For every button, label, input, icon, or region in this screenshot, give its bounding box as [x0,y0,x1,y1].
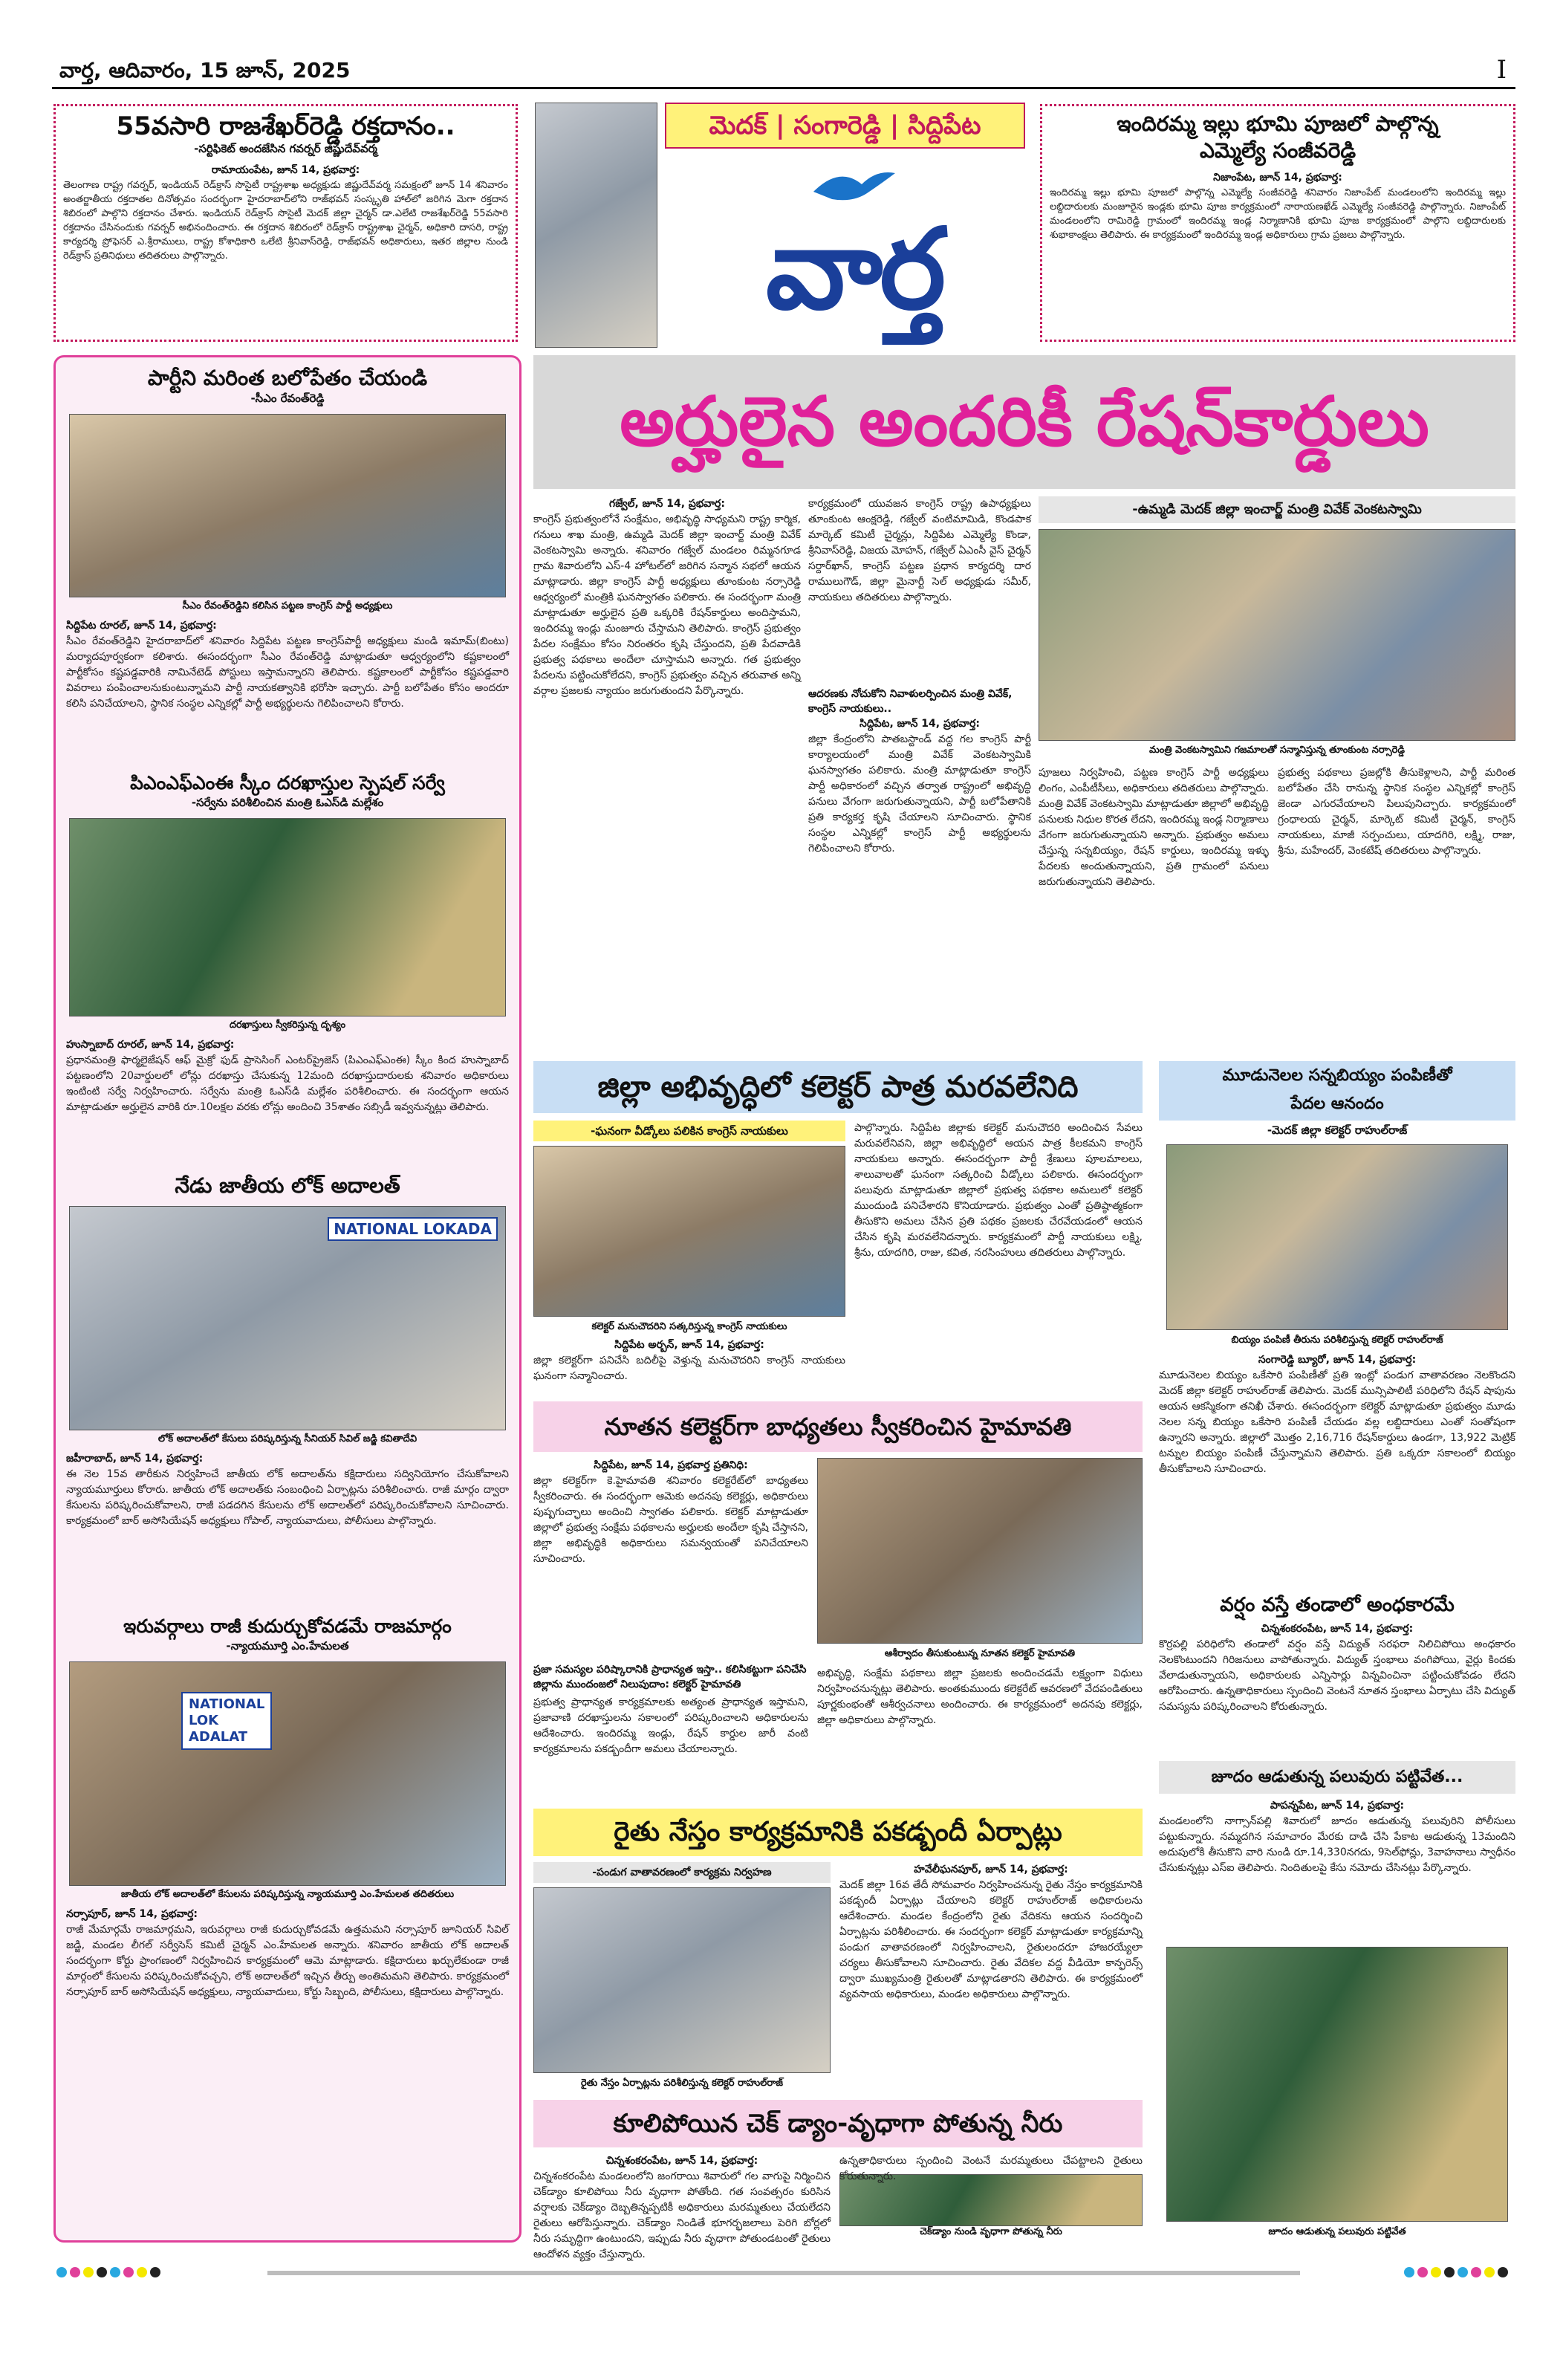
district-names: మెదక్ | సంగారెడ్డి | సిద్దిపేట [709,111,981,140]
s4-photo [69,1661,506,1886]
new-collector-caption: ఆశీర్వాదం తీసుకుంటున్న నూతన కలెక్టర్ హైమావతి [884,1648,1076,1659]
body: ఇందిరమ్మ ఇల్లు భూమి పూజలో పాల్గొన్న ఎమ్మెల్యే సంజీవరెడ్డి శనివారం నిజాంపేట్ మండలంలోని ఇందిరమ్మ ఇల్లు లబ్దిదారులకు మంజూరైన ఇండ్లకు భూమి పూజ కార్యక్రమంలో నారాయణఖేడ్ ఎమ్మెల్యే సంజీవరెడ్డి పాల్గొన్నారు. నిజాంపేట్ మండలంలోని రామిరెడ్డి గ్రామంలో ఇందిరమ్మ ఇండ్ల నిర్మాణానికి భూమి పూజ కార్యక్రమంలో పాల్గొని లబ్దిదారులకు శుభాకాంక్షలు తెలిపారు. ఈ కార్యక్రమంలో ఇందిరమ్మ ఇండ్ల అధికారులు గ్రామ ప్రజలు పాల్గొన్నారు. [1050,187,1506,241]
lead-deck-band [1039,496,1515,523]
left-panel [53,355,521,2243]
gambling-headline: జూదం ఆడుతున్న పలువురు పట్టివేత... [1211,1768,1463,1786]
dateline: రామాయంపేట, జూన్ 14, ప్రభవార్త: [211,164,360,176]
collector-role-caption: కలెక్టర్ మనుచౌదరిని సత్కరిస్తున్న కాంగ్రెస్ నాయకులు [591,1321,787,1332]
rice-headline-2: పేదల ఆనందం [1290,1095,1384,1113]
s4-body: రాజీ మేమార్గమే రాజమార్గమని, ఇరువర్గాలు రాజీ కుదుర్చుకోవడమే ఉత్తమమని నర్సాపూర్ జూనియర్ సివిల్ జడ్జి, మండల లీగల్ సర్వీసెస్ కమిటీ చైర్మన్ ఎం.హేమలత అన్నారు. శనివారం జాతీయ లోక్ అదాలత్ సందర్భంగా కోర్టు ప్రాంగణంలో నిర్వహించిన కార్యక్రమంలో ఆమె మాట్లాడారు. కక్షిదారులు ఖర్చులేకుండా రాజీ మార్గంలో కేసులను పరిష్కరించుకోవచ్చని, లోక్ అదాలత్‌లో ఇచ్చిన తీర్పు అంతిమమని తెలిపారు. కార్యక్రమంలో నర్సాపూర్ బార్ అసోసియేషన్ అధ్యక్షులు, న్యాయవాదులు, కోర్టు సిబ్బంది, పోలీసులు, కక్షిదారులు పాల్గొన్నారు. [66,1924,509,1998]
district-strip [665,103,1025,149]
s2-byline: -సర్వేను పరిశీలించిన మంత్రి ఓఎస్‌డి మల్లేశం [191,796,384,809]
checkdam-headline: కూలిపోయిన చెక్ డ్యాం-వృధాగా పోతున్న నీరు [613,2109,1063,2139]
s1-byline: -సీఎం రేవంత్‌రెడ్డి [250,392,325,405]
checkdam-body-2: ఉన్నతాధికారులు స్పందించి వెంటనే మరమ్మతులు చేపట్టాలని రైతులు కోరుతున్నారు. [839,2155,1143,2182]
collector-role-dateline: సిద్దిపేట అర్బన్, జూన్ 14, ప్రభవార్త: [614,1339,764,1351]
s2-photo [69,818,506,1016]
collector-role-band [533,1061,1143,1113]
gambling-photo [1166,1947,1508,2222]
registration-dots-right [1404,2266,1511,2280]
gambling-band [1159,1761,1515,1794]
gambling-dateline: పాపన్నపేట, జూన్ 14, ప్రభవార్త: [1270,1800,1405,1812]
lead-headline: అర్హులైన అందరికీ రేషన్‌కార్డులు [620,382,1429,461]
masthead-center [535,103,1025,348]
s1-dateline: సిద్దిపేట రూరల్, జూన్ 14, ప్రభవార్త: [66,620,217,632]
headline: 55వసారి రాజశేఖర్‌రెడ్డి రక్తదానం.. [116,111,455,141]
checkdam-dateline: చిన్నశంకరంపేట, జూన్ 14, ప్రభవార్త: [605,2155,758,2167]
lead-body-5: ప్రభుత్వ పథకాలు ప్రజల్లోకి తీసుకెళ్లాలని, పార్టీ మరింత బలోపేతం చేసి రానున్న స్థానిక సంస్థల ఎన్నికల్లో కాంగ్రెస్ జెండా ఎగురవేయాలని పిలుపునిచ్చారు. కార్యక్రమంలో గ్రంధాలయ చైర్మన్, మార్కెట్ కమిటీ చైర్మన్, కాంగ్రెస్ నాయకులు, మాజీ సర్పంచులు, యాదగిరి, లక్ష్మి, రాజు, శ్రీను, మహేందర్, వెంకటేష్ తదితరులు పాల్గొన్నారు. [1278,767,1515,857]
rice-text-2 [1159,1621,1515,1755]
s1-headline: పార్టీని మరింత బలోపేతం చేయండి [147,366,428,390]
headline-line2: ఎమ్మెల్యే సంజీవరెడ్డి [1199,138,1356,163]
s1-caption: సీఎం రేవంత్‌రెడ్డిని కలిసిన పట్టణ కాంగ్రెస్ పార్టీ అధ్యక్షులు [182,600,393,612]
rice-body-2: కొర్రపల్లి పరిధిలోని తండాలో వర్షం వస్తే విద్యుత్ సరఫరా నిలిచిపోయి అంధకారం నెలకొంటుందని గిరిజనులు వాపోతున్నారు. విద్యుత్ స్తంభాలు వంగిపోయి, వైర్లు కిందకు వేలాడుతున్నాయని, అధికారులకు ఎన్నిసార్లు విన్నవించినా పట్టించుకోవడం లేదని ఆరోపించారు. ఉన్నతాధికారులు స్పందించి వెంటనే నూతన స్తంభాలు ఏర్పాటు చేసి విద్యుత్ సమస్యను పరిష్కరించాలని కోరుతున్నారు. [1159,1638,1515,1713]
lead-photo-caption: మంత్రి వెంకటస్వామిని గజమాలతో సన్మానిస్తున్న తూంకుంట నర్సారెడ్డి [1149,745,1405,756]
s3-body: ఈ నెల 15వ తారీకున నిర్వహించే జాతీయ లోక్ అదాలత్‌ను కక్షిదారులు సద్వినియోగం చేసుకోవాలని న్యాయమూర్తులు కోరారు. జాతీయ లోక్ అదాలత్‌కు సంబంధించి ఏర్పాట్లను పరిశీలించారు. రాజీ మార్గం ద్వారా కేసులను పరిష్కరించుకోవాలని, రాజీ పడదగిన కేసులను లోక్ అదాలత్‌లో పరిష్కరించుకోవాలని సూచించారు. కార్యక్రమంలో బార్ అసోసియేషన్ అధ్యక్షులు గోపాల్, న్యాయవాదులు, పోలీసులు పాల్గొన్నారు. [66,1468,509,1527]
rice-body: మూడునెలల బియ్యం ఒకేసారి పంపిణీతో ప్రతి ఇంట్లో పండుగ వాతావరణం నెలకొందని మెదక్ జిల్లా కలెక్టర్ రాహుల్‌రాజ్ తెలిపారు. మెదక్ మున్సిపాలిటీ పరిధిలోని రేషన్ షాపును ఆయన ఆకస్మికంగా తనిఖీ చేశారు. ఈసందర్భంగా కలెక్టర్ మాట్లాడుతూ ప్రభుత్వం మూడు నెలల సన్న బియ్యం ఒకేసారి పంపిణీ చేయడం వల్ల లబ్దిదారులు ఎంతో సంతోషంగా ఉన్నారని అన్నారు. జిల్లాలో మొత్తం 2,16,716 రేషన్‌కార్డులు ఉండగా, 13,922 మెట్రిక్ టన్నుల బియ్యం పంపిణీ చేస్తున్నామని తెలిపారు. ప్రతి ఒక్కరూ సకాలంలో బియ్యం తీసుకోవాలని సూచించారు. [1159,1369,1515,1475]
rice-band [1159,1061,1515,1121]
collector-role-deck: -ఘనంగా వీడ్కోలు పలికిన కాంగ్రెస్ నాయకులు [591,1124,788,1138]
page-number: I [1496,55,1507,85]
lead-dateline: గజ్వేల్, జూన్ 14, ప్రభవార్త: [609,498,725,510]
footer-rule [267,2271,1300,2275]
collector-role-body-1: జిల్లా కలెక్టర్‌గా పనిచేసి బదిలీపై వెళ్తున్న మనుచౌదరిని కాంగ్రెస్ నాయకులు ఘనంగా సన్మానించారు. [533,1355,845,1382]
s4-photo-sign: NATIONAL LOK ADALAT [181,1692,272,1750]
collector-role-photo [533,1146,845,1317]
rice-dateline-2: చిన్నశంకరంపేట, జూన్ 14, ప్రభవార్త: [1261,1623,1414,1635]
new-collector-body-2: ప్రభుత్వ ప్రాధాన్యత కార్యక్రమాలకు అత్యంత ప్రాధాన్యత ఇస్తామని, ప్రజావాణి దరఖాస్తులను సకాలంలో పరిష్కరించాలని అధికారులను ఆదేశించారు. ఇందిరమ్మ ఇండ్లు, రేషన్ కార్డుల జారీ వంటి కార్యక్రమాలను పకడ్బందీగా అమలు చేయాలన్నారు. [533,1696,808,1755]
checkdam-band [533,2100,1143,2147]
dateline: నిజాంపేట, జూన్ 14, ప్రభవార్త: [1213,172,1342,184]
footer-bar [52,2259,1515,2286]
masthead-bar [52,52,1515,89]
s3-headline: నేడు జాతీయ లోక్ అదాలత్ [175,1173,400,1198]
s3-dateline: జహీరాబాద్, జూన్ 14, ప్రభవార్త: [66,1453,204,1465]
collector-role-headline: జిల్లా అభివృద్ధిలో కలెక్టర్ పాత్ర మరవలేనిది [597,1070,1079,1104]
gambling-text [1159,1798,1515,1939]
rythu-band [533,1809,1143,1856]
lead-body-4: పూజలు నిర్వహించి, పట్టణ కాంగ్రెస్ పార్టీ అధ్యక్షులు లింగం, ఎంపీటీసీలు, అధికారులు తదితరులు పాల్గొన్నారు. మంత్రి వివేక్ వెంకటస్వామి మాట్లాడుతూ జిల్లాలో అభివృద్ధి పనులకు నిధుల కొరత లేదని, ఇందిరమ్మ ఇండ్ల నిర్మాణాలు వేగంగా జరుగుతున్నాయని అన్నారు. ప్రభుత్వం అమలు చేస్తున్న సన్నబియ్యం, రేషన్ కార్డులు, ఇందిరమ్మ ఇళ్ళు పేదలకు అందుతున్నాయని, ప్రతి గ్రామంలో పనులు జరుగుతున్నాయని తెలిపారు. [1039,767,1269,888]
checkdam-col1 [533,2153,831,2260]
new-collector-headline: నూతన కలెక్టర్‌గా బాధ్యతలు స్వీకరించిన హైమావతి [604,1413,1072,1441]
rythu-deck-band [533,1862,831,1883]
lead-deck: -ఉమ్మడి మెదక్ జిల్లా ఇంచార్జ్ మంత్రి వివేక్ వెంకటస్వామి [1132,502,1422,517]
gambling-body: మండలంలోని నాగ్సాన్‌పల్లి శివారులో జూదం ఆడుతున్న పలువురిని పోలీసులు పట్టుకున్నారు. నమ్మదగిన సమాచారం మేరకు దాడి చేసి పేకాట ఆడుతున్న 13మందిని అదుపులోకి తీసుకొని వారి నుండి రూ.14,330నగదు, 9సెల్‌ఫోన్లు, 3వాహనాలు స్వాధీనం చేసుకున్నట్లు ఎస్‌ఐ తెలిపారు. నిందితులపై కేసు నమోదు చేసినట్లు పేర్కొన్నారు. [1159,1815,1515,1874]
rice-photo [1166,1144,1508,1330]
checkdam-caption: చెక్‌డ్యాం నుండి వృధాగా పోతున్న నీరు [920,2226,1062,2237]
s2-dateline: హుస్నాబాద్ రూరల్, జూన్ 14, ప్రభవార్త: [66,1039,235,1051]
rice-headline-1: మూడునెలల సన్నబియ్యం పంపిణీతో [1222,1066,1452,1085]
gambling-caption: జూదం ఆడుతున్న పలువురు పట్టివేత [1268,2226,1406,2237]
s2-headline: పిఎంఎఫ్‌ఎంఈ స్కీం దరఖాస్తుల స్పెషల్ సర్వే [130,772,445,794]
new-collector-band [533,1401,1143,1452]
rice-text [1159,1352,1515,1583]
s4-headline: ఇరువర్గాలు రాజీ కుదుర్చుకోవడమే రాజమార్గం [123,1615,452,1637]
church-photo [535,103,657,348]
lead-text-col1 [533,496,801,1054]
headline-line1: ఇందిరమ్మ ఇల్లు భూమి పూజలో పాల్గొన్న [1117,111,1439,136]
s3-caption: లోక్ అదాలత్‌లో కేసులు పరిష్కరిస్తున్న సీనియర్ సివిల్ జడ్జి కవితాదేవి [157,1433,417,1444]
s3-photo-sign: NATIONAL LOKADA [328,1217,498,1241]
s4-dateline: నర్సాపూర్, జూన్ 14, ప్రభవార్త: [66,1908,198,1920]
new-collector-subhead: ప్రజా సమస్యల పరిష్కారానికి ప్రాధాన్యత ఇస్తా.. కలిసికట్టుగా పనిచేసి జిల్లాను ముందంజలో నిలుపుదాం: కలెక్టర్ హైమావతి [533,1664,807,1690]
rice-subhead: వర్షం వస్తే తండాలో అంధకారమే [1220,1594,1455,1616]
s1-body: సీఎం రేవంత్‌రెడ్డిని హైదరాబాద్‌లో శనివారం సిద్దిపేట పట్టణ కాంగ్రెస్‌పార్టీ అధ్యక్షులు మండి ఇమామ్(బింటు) మర్యాదపూర్వకంగా కలిశారు. ఈసందర్భంగా సీఎం రేవంత్‌రెడ్డి మాట్లాడుతూ ఆధ్వర్యంలోని కష్టకాలంలో పార్టీకోసం కష్టపడ్డవారికి నామినేటెడ్ పోస్టులు ఇస్తామన్నారని తెలిపారు. కష్టకాలంలో పార్టీకోసం కష్టపడ్డవారి వివరాలు పంపించాలనుకుంటున్నామని పార్టీ నాయకత్వానికి భరోసా ఇచ్చారు. పార్టీ బలోపేతం కోసం అందరూ కలిసి పనిచేయాలని, స్థానిక సంస్థల ఎన్నికల్లో పార్టీ అభ్యర్థులను గెలిపించాలని కోరారు. [66,635,509,710]
s2-caption: దరఖాస్తులు స్వీకరిస్తున్న దృశ్యం [229,1019,346,1031]
rice-byline: -మెదక్ జిల్లా కలెక్టర్ రాహుల్‌రాజ్ [1267,1123,1408,1137]
rice-dateline: సంగారెడ్డి బ్యూరో, జూన్ 14, ప్రభవార్త: [1258,1354,1417,1366]
collector-role-body-2: పాల్గొన్నారు. సిద్దిపేట జిల్లాకు కలెక్టర్ మనుచౌదరి అందించిన సేవలు మరువలేనివని, జిల్లా అభివృద్ధిలో ఆయన పాత్ర కీలకమని కాంగ్రెస్ నాయకులు అన్నారు. ఈసందర్భంగా పార్టీ శ్రేణులు పూలమాలలు, శాలువాలతో ఘనంగా సత్కరించి వీడ్కోలు పలికారు. ఈసందర్భంగా పలువురు మాట్లాడుతూ జిల్లాలో ప్రభుత్వ పథకాల అమలులో కలెక్టర్ ముందుండి పనిచేశారని కొనియాడారు. ప్రభుత్వం ఎంతో ప్రతిష్ఠాత్మకంగా తీసుకొని అమలు చేసిన ప్రతి పథకం ప్రజలకు చేరవేయడంలో ఆయన చేసిన కృషి మరవలేనిదన్నారు. కార్యక్రమంలో పార్టీ నాయకులు లక్ష్మి, శ్రీను, యాదగిరి, రాజు, కవిత, నరసింహులు తదితరులు పాల్గొన్నారు. [854,1122,1143,1259]
collector-role-deck-band [533,1121,845,1141]
lead-headline-band [533,355,1515,489]
lead-photo [1039,529,1515,741]
rythu-dateline: హవేలీఘనపూర్, జూన్ 14, ప్రభవార్త: [914,1864,1068,1875]
rythu-headline: రైతు నేస్తం కార్యక్రమానికి పకడ్బందీ ఏర్పాట్లు [614,1817,1062,1847]
rice-caption: బియ్యం పంపిణీ తీరును పరిశీలిస్తున్న కలెక్టర్ రాహుల్‌రాజ్ [1231,1335,1443,1346]
lead-subhead-2: ఆదరణకు నోచుకోని నివాళులర్పించిన మంత్రి వివేక్, కాంగ్రెస్ నాయకులు.. [808,688,1013,715]
logo: వార్త [765,205,943,334]
new-collector-dateline: సిద్దిపేట, జూన్ 14, ప్రభవార్త ప్రతినిధి: [594,1459,748,1471]
rythu-body: మెదక్ జిల్లా 16వ తేదీ సోమవారం నిర్వహించనున్న రైతు నేస్తం కార్యక్రమానికి పకడ్బందీ ఏర్పాట్లు చేయాలని కలెక్టర్ రాహుల్‌రాజ్ అధికారులను ఆదేశించారు. మండల కేంద్రంలోని రైతు వేదికను ఆయన సందర్శించి ఏర్పాట్లను పరిశీలించారు. ఈ సందర్భంగా కలెక్టర్ మాట్లాడుతూ కార్యక్రమాన్ని పండుగ వాతావరణంలో నిర్వహించాలని, రైతులందరూ హాజరయ్యేలా చర్యలు తీసుకోవాలని సూచించారు. రైతు వేదికల వద్ద వీడియో కాన్ఫరెన్స్ ద్వారా ముఖ్యమంత్రి రైతులతో మాట్లాడతారని తెలిపారు. ఈ కార్యక్రమంలో వ్యవసాయ అధికారులు, మండల అధికారులు పాల్గొన్నారు. [839,1879,1143,2000]
s3-photo [69,1206,506,1430]
lead-body-2: కార్యక్రమంలో యువజన కాంగ్రెస్ రాష్ట్ర ఉపాధ్యక్షులు తూంకుంట ఆంక్షరెడ్డి, గజ్వేల్ వంటిమామిడి, కొండపాక మార్కెట్ కమిటీ చైర్మన్లు, సిద్దిపేట ఎమ్మెల్యే కొండా, శ్రీనివాస్‌రెడ్డి, విజయ మోహన్, గజ్వేల్ ఏఎంసీ వైస్ చైర్మన్ సర్దార్‌ఖాన్, కాంగ్రెస్ పట్టణ ప్రధాన కార్యదర్శి దార రాములుగౌడ్, జిల్లా మైనార్టీ సెల్ అధ్యక్షుడు సమీర్, నాయకులు తదితరులు పాల్గొన్నారు. [808,498,1031,603]
edition-dateline: వార్త, ఆదివారం, 15 జూన్, 2025 [59,58,351,82]
s1-photo [69,414,506,597]
story-indiramma [1040,104,1515,342]
registration-dots-left [56,2266,163,2280]
story-blood-donation [53,104,518,342]
new-collector-photo [817,1458,1143,1644]
lead-dateline-2: సిద్దిపేట, జూన్ 14, ప్రభవార్త: [860,718,980,730]
s2-body: ప్రధానమంత్రి ఫార్మలైజేషన్ ఆఫ్ మైక్రో ఫుడ్ ప్రాసెసింగ్ ఎంటర్‌ప్రైజెస్ (పిఎంఎఫ్‌ఎంఈ) స్కీం కింద హుస్నాబాద్ పట్టణంలోని 20వార్డులలో లోన్లు దరఖాస్తు చేసుకున్న 12మంది దరఖాస్తుదారులకు శనివారం అధికారులు ఇంటింటి సర్వే నిర్వహించారు. సర్వేను మంత్రి ఓఎస్‌డి మల్లేశం పరిశీలించారు. ఈ సందర్భంగా ఆయన మాట్లాడుతూ అర్హులైన వారికి రూ.10లక్షల వరకు లోన్లు అందించి 35శాతం సబ్సిడీ ఇవ్వనున్నట్లు తెలిపారు. [66,1054,509,1113]
rythu-deck: -పండుగ వాతావరణంలో కార్యక్రమ నిర్వహణ [592,1867,772,1878]
byline: -సర్టిఫికెట్ అందజేసిన గవర్నర్ జిష్ణుదేవ్‌వర్మ [194,142,377,155]
body: తెలంగాణ రాష్ట్ర గవర్నర్, ఇండియన్ రెడ్‌క్రాస్ సొసైటీ రాష్ట్రశాఖ అధ్యక్షుడు జిష్ణుదేవ్‌వర్మ సమక్షంలో జూన్ 14 శనివారం అంతర్జాతీయ రక్తదాతల దినోత్సవం సందర్భంగా హైదరాబాద్‌లోని రాజ్‌భవన్ సంస్కృతి హాల్‌లో జరిగిన మెగా రక్తదాన శిబిరంలో పాల్గొని రక్తదానం చేశారు. ఇండియన్ రెడ్‌క్రాస్ సొసైటీ మెదక్ జిల్లా చైర్మన్ డా.ఎలేటి రాజశేఖర్‌రెడ్డి 55వసారి రక్తదానం చేసినందుకు గవర్నర్ అభినందించారు. ఈ రక్తదాన శిబిరంలో రెడ్‌క్రాస్ రాష్ట్రశాఖ చైర్మన్, అధికారి దాసరి, రాష్ట్ర కార్యదర్శి ప్రోఫెసర్ ఎ.శ్రీరాములు, రాష్ట్ర కోశాధికారి ఒలేటి శ్రీనివాస్‌రెడ్డి, రాజ్‌భవన్ అధికారులు, ఇతర జిల్లాల నుండి రెడ్‌క్రాస్ ప్రతినిధులు తదితరులు పాల్గొన్నారు. [63,180,508,262]
lead-body-1: కాంగ్రెస్ ప్రభుత్వంలోనే సంక్షేమం, అభివృద్ధి సాధ్యమని రాష్ట్ర కార్మిక, గనులు శాఖ మంత్రి, ఉమ్మడి మెదక్ జిల్లా ఇంచార్జ్ మంత్రి వివేక్ వెంకటస్వామి అన్నారు. శనివారం గజ్వేల్ మండలం రిమ్మనగూడ గ్రామ శివారులోని ఎస్-4 హోటల్‌లో జరిగిన సన్మాన సభలో ఆయన మాట్లాడారు. జిల్లా కాంగ్రెస్ పార్టీ అధ్యక్షులు తూంకుంట నర్సారెడ్డి ఆధ్వర్యంలో మంత్రికి ఘనస్వాగతం పలికారు. ఈ సందర్భంగా మంత్రి మాట్లాడుతూ అర్హులైన ప్రతి ఒక్కరికి రేషన్‌కార్డులు అందిస్తామని, ఇందిరమ్మ ఇండ్లు మంజూరు చేస్తామని తెలిపారు. కాంగ్రెస్ ప్రభుత్వం పేదల సంక్షేమం కోసం నిరంతరం కృషి చేస్తుందని, ప్రతి పేదవాడికి ప్రభుత్వ పథకాలు అందేలా చూస్తామని అన్నారు. గత ప్రభుత్వం పేదలను పట్టించుకోలేదని, కాంగ్రెస్ ప్రభుత్వం వచ్చిన తరువాత అన్ని వర్గాల ప్రజలకు న్యాయం జరుగుతుందని పేర్కొన్నారు. [533,513,801,697]
collector-role-text [533,1337,845,1390]
new-collector-body-1: జిల్లా కలెక్టర్‌గా కె.హైమావతి శనివారం కలెక్టరేట్‌లో బాధ్యతలు స్వీకరించారు. ఈ సందర్భంగా ఆమెకు అదనపు కలెక్టర్లు, అధికారులు పుష్పగుచ్ఛాలు అందించి స్వాగతం పలికారు. కలెక్టర్ మాట్లాడుతూ జిల్లాలో ప్రభుత్వ సంక్షేమ పథకాలను అర్హులకు అందేలా కృషి చేస్తానని, జిల్లా అభివృద్ధికి అధికారులు సమన్వయంతో పనిచేయాలని సూచించారు. [533,1475,808,1565]
rythu-text [839,1862,1143,2092]
rythu-photo [533,1887,831,2073]
s4-byline: -న్యాయమూర్తి ఎం.హేమలత [226,1639,349,1653]
checkdam-body: చిన్నశంకరంపేట మండలంలోని జంగరాయి శివారులో గల వాగుపై నిర్మించిన చెక్‌డ్యాం కూలిపోయి నీరు వృధాగా పోతోంది. గత సంవత్సరం కురిసిన వర్షాలకు చెక్‌డ్యాం దెబ్బతిన్నప్పటికీ అధికారులు మరమ్మతులు చేయలేదని రైతులు ఆరోపిస్తున్నారు. చెక్‌డ్యాం నిండితే భూగర్భజలాలు పెరిగి బోర్లలో నీరు సమృద్ధిగా ఉంటుందని, ఇప్పుడు నీరు వృధాగా పోతుండటంతో రైతులు ఆందోళన వ్యక్తం చేస్తున్నారు. [533,2170,831,2260]
new-collector-col1 [533,1458,808,1800]
checkdam-col2 [839,2153,1143,2243]
lead-text-col2 [808,496,1031,1054]
lead-body-3: జిల్లా కేంద్రంలోని పాతబస్టాండ్ వద్ద గల కాంగ్రెస్ పార్టీ కార్యాలయంలో మంత్రి వివేక్ వెంకటస్వామికి ఘనస్వాగతం పలికారు. మంత్రి మాట్లాడుతూ కాంగ్రెస్ పార్టీ అధికారంలో వచ్చిన తర్వాత రాష్ట్రంలో అభివృద్ధి పనులు వేగంగా జరుగుతున్నాయని, పార్టీ బలోపేతానికి ప్రతి కార్యకర్త కృషి చేయాలని సూచించారు. స్థానిక సంస్థల ఎన్నికల్లో కాంగ్రెస్ పార్టీ అభ్యర్థులను గెలిపించాలని కోరారు. [808,733,1031,855]
s4-caption: జాతీయ లోక్ అదాలత్‌లో కేసులను పరిష్కరిస్తున్న న్యాయమూర్తి ఎం.హేమలత తదితరులు [120,1889,455,1900]
new-collector-body-3: అభివృద్ధి, సంక్షేమ పథకాలు జిల్లా ప్రజలకు అందించడమే లక్ష్యంగా విధులు నిర్వహించనున్నట్లు తెలిపారు. అంతకుముందు కలెక్టరేట్ ఆవరణలో వేదపండితులు పూర్ణకుంభంతో ఆశీర్వచనాలు అందించారు. ఈ కార్యక్రమంలో అదనపు కలెక్టర్లు, జిల్లా అధికారులు పాల్గొన్నారు. [817,1667,1143,1726]
rythu-caption: రైతు నేస్తం ఏర్పాట్లను పరిశీలిస్తున్న కలెక్టర్ రాహుల్‌రాజ్ [580,2078,784,2089]
